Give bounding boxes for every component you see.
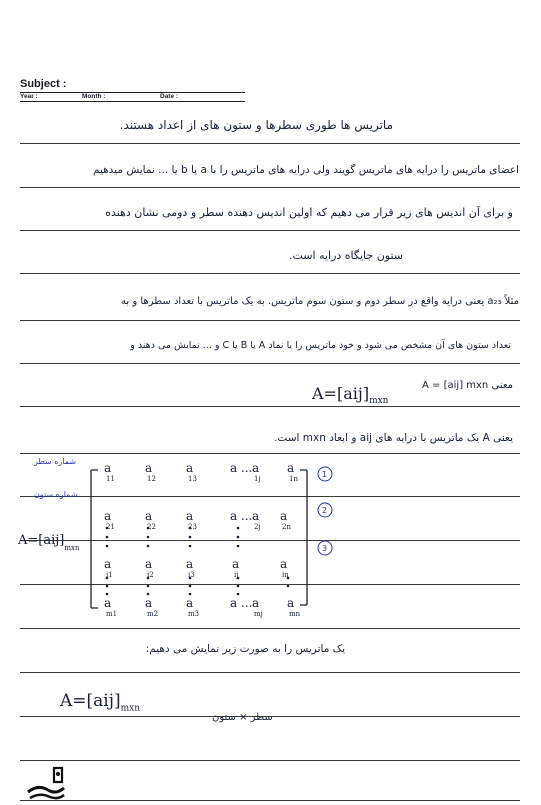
matrix-entry-r3-c3: a <box>186 557 194 571</box>
matrix-entry-r3-c4: a <box>232 557 240 571</box>
matrix-sub-r2-c5: 2j <box>254 523 261 531</box>
bottom-note: سطر × ستون <box>212 712 273 723</box>
formula-main-sub: mxn <box>369 396 389 407</box>
matrix-entry-r2-c5: a <box>252 509 260 523</box>
text-line-7: معنی A = [aij] mxn <box>422 380 513 391</box>
text-line-5: مثلاً a₂₃ یعنی درایه واقع در سطر دوم و ستون سوم ماتریس. به یک ماتریس با تعداد سطرها و به <box>121 296 519 307</box>
matrix-sub-r3-c4: ij <box>234 571 239 579</box>
matrix-entry-r2-c1: a <box>104 509 112 523</box>
matrix-sub-r1-c5: 1j <box>254 475 261 483</box>
matrix-entry-r1-c3: a <box>186 461 194 475</box>
matrix-sub-r2-c1: 21 <box>106 523 115 531</box>
matrix-right-bracket-ends <box>300 470 307 605</box>
matrix-sub-r4-c6: mn <box>289 610 301 618</box>
text-line-8: یعنی A یک ماتریس با درایه های aij و ابعاد mxn است. <box>274 432 513 444</box>
text-line-3: و برای آن اندیس های زیر قرار می دهیم که اولین اندیس دهنده سطر و دومی نشان دهنده <box>105 206 513 219</box>
matrix-sub-r3-c5: in <box>282 571 289 579</box>
matrix-entry-r4-c6: a <box>287 596 295 610</box>
matrix-entry-r2-c6: a <box>280 509 288 523</box>
matrix-sub-r1-c2: 12 <box>147 475 156 483</box>
row-marker-label-2: 2 <box>322 506 328 515</box>
side-note-column: شماره ستون <box>34 490 78 499</box>
text-line-4: ستون جایگاه درایه است. <box>289 249 403 262</box>
matrix-sub-r4-c1: m1 <box>106 610 118 618</box>
matrix-entry-r1-c1: a <box>104 461 112 475</box>
matrix-entry-r2-c4: a ... <box>230 509 253 523</box>
date-label: Date : <box>160 93 179 100</box>
publisher-logo <box>24 762 68 802</box>
matrix-sub-r2-c6: 2n <box>282 523 291 531</box>
matrix-entry-r1-c6: a <box>287 461 295 475</box>
matrix-entry-r4-c3: a <box>186 596 194 610</box>
row-marker-label-1: 1 <box>322 470 328 479</box>
matrix-sub-r1-c1: 11 <box>106 475 115 483</box>
matrix-sub-r3-c3: i3 <box>188 571 195 579</box>
matrix-entry-r1-c2: a <box>145 461 153 475</box>
matrix-entry-r2-c2: a <box>145 509 153 523</box>
matrix-entry-r4-c5: a <box>252 596 260 610</box>
matrix-sub-r3-c1: i1 <box>106 571 113 579</box>
matrix-entry-r4-c1: a <box>104 596 112 610</box>
matrix-left-bracket-ends <box>91 470 98 608</box>
bottom-formula <box>60 691 140 713</box>
bottom-formula-base: A=[aij] <box>60 691 121 711</box>
matrix-entry-r4-c4: a ... <box>230 596 253 610</box>
matrix-entry-r2-c3: a <box>186 509 194 523</box>
month-label: Month : <box>82 93 106 100</box>
matrix-entry-r3-c1: a <box>104 557 112 571</box>
subject-label: Subject : <box>20 78 67 90</box>
matrix-sub-r1-c6: 1n <box>289 475 298 483</box>
bottom-text: یک ماتریس را به صورت زیر نمایش می دهیم: <box>145 643 345 655</box>
matrix-sub-r3-c2: i2 <box>147 571 154 579</box>
matrix-entry-r4-c2: a <box>145 596 153 610</box>
matrix-entry-r3-c5: a <box>280 557 288 571</box>
matrix-sub-r4-c3: m3 <box>188 610 200 618</box>
matrix-sub-r4-c5: mj <box>254 610 263 618</box>
matrix-sub-r1-c3: 13 <box>188 475 197 483</box>
matrix-entry-r3-c2: a <box>145 557 153 571</box>
matrix-label-sub: mxn <box>64 544 80 552</box>
row-marker-label-3: 3 <box>322 544 328 553</box>
text-line-1: ماتریس ها طوری سطرها و ستون های از اعداد هستند. <box>119 118 393 132</box>
column-dots <box>106 527 290 596</box>
matrix-label-base: A=[aij] <box>18 533 65 548</box>
bottom-formula-sub: mxn <box>120 703 141 714</box>
text-line-6: تعداد ستون های آن مشخص می شود و خود ماتریس را با نماد A یا B یا C و ... نمایش می دهند و <box>130 340 511 351</box>
matrix-entry-r1-c5: a <box>252 461 260 475</box>
matrix-sub-r2-c3: 23 <box>188 523 197 531</box>
side-note-row: شماره سطر <box>34 457 77 466</box>
matrix-sub-r2-c2: 22 <box>147 523 156 531</box>
matrix-cells <box>104 461 301 618</box>
matrix-sub-r4-c2: m2 <box>147 610 159 618</box>
formula-main-base: A=[aij] <box>312 384 370 403</box>
year-label: Year : <box>20 93 38 100</box>
text-line-2: اعضای ماتریس را درایه های ماتریس گویند ولی درایه های ماتریس را با a یا b یا ... نمایش میدهیم <box>92 164 519 176</box>
matrix-entry-r1-c4: a ... <box>230 461 253 475</box>
